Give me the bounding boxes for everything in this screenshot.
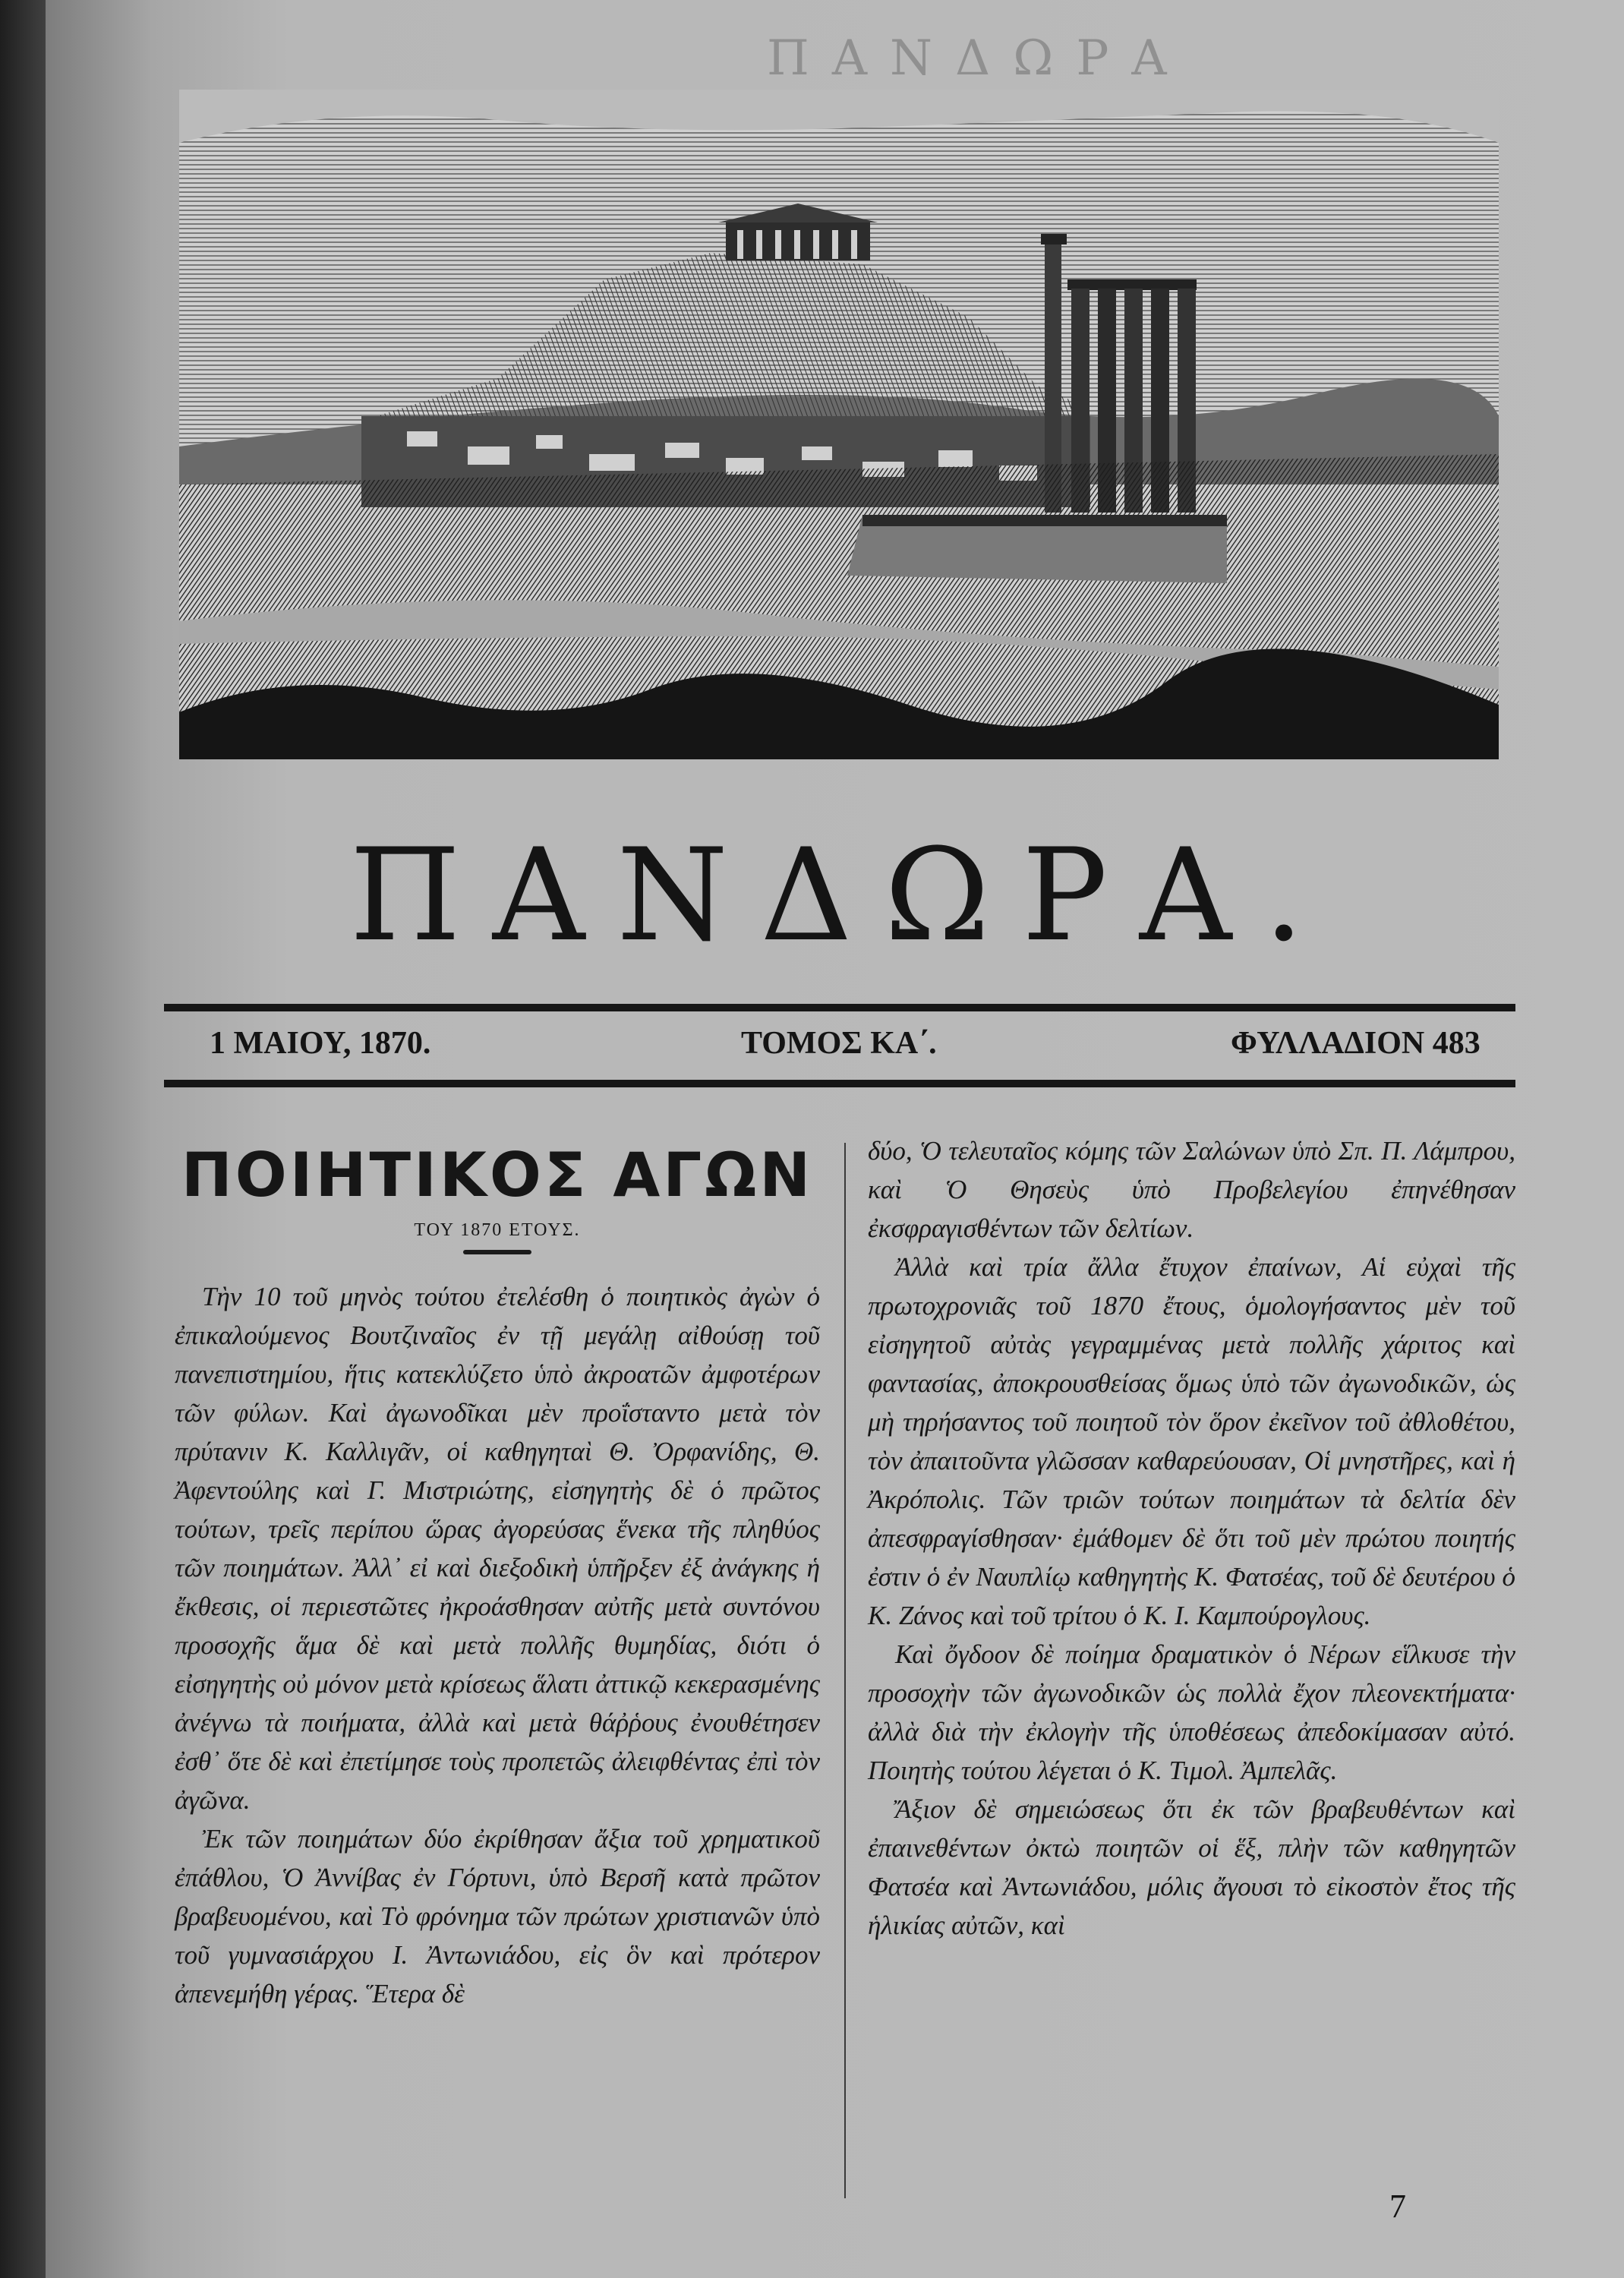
bleed-through-text: ΠΑΝΔΩΡΑ bbox=[767, 30, 1190, 87]
paragraph: δύο, Ὁ τελευταῖος κόμης τῶν Σαλώνων ὑπὸ Σπ. Π. Λάμπρου, καὶ Ὁ Θησεὺς ὑπὸ Προβελεγίου ἐπηνέθησαν ἐκσφραγισθέντων τῶν δελτίων. bbox=[868, 1136, 1515, 1243]
paragraph: Ἄξιον δὲ σημειώσεως ὅτι ἐκ τῶν βραβευθέντων καὶ ἐπαινεθέντων ὀκτὼ ποιητῶν οἱ ἕξ, πλὴν τῶν καθηγητῶν Φατσέα καὶ Ἀντωνιάδου, μόλις ἄγουσι τὸ εἰκοστὸν ἔτος τῆς ἡλικίας αὐτῶν, καὶ bbox=[868, 1794, 1515, 1940]
article-headline: ΠΟΙΗΤΙΚΟΣ ΑΓΩΝ bbox=[181, 1140, 814, 1210]
masthead-rule-bottom bbox=[164, 1080, 1515, 1087]
volume-number: ΤΟΜΟΣ ΚΑ΄. bbox=[741, 1026, 937, 1061]
paragraph: Καὶ ὄγδοον δὲ ποίημα δραματικὸν ὁ Νέρων εἵλκυσε τὴν προσοχὴν τῶν ἀγωνοδικῶν ὡς πολλὰ ἔχον πλεονεκτήματα· ἀλλὰ διὰ τὴν ἐκλογὴν τῆς ὑποθέσεως ἀπεδοκίμασαν αὐτό. Ποιητὴς τούτου λέγεται ὁ Κ. Τιμολ. Ἀμπελᾶς. bbox=[868, 1639, 1515, 1785]
paragraph: Ἐκ τῶν ποιημάτων δύο ἐκρίθησαν ἄξια τοῦ χρηματικοῦ ἐπάθλου, Ὁ Ἀννίβας ἐν Γόρτυνι, ὑπὸ Βερσῆ κατὰ πρῶτον βραβευομένου, καὶ Τὸ φρόνημα τῶν πρώτων χριστιανῶν ὑπὸ τοῦ γυμνασιάρχου Ι. Ἀντωνιάδου, εἰς ὃν καὶ πρότερον ἀπενεμήθη γέρας. Ἕτερα δὲ bbox=[175, 1824, 820, 2008]
issue-date: 1 ΜΑΙΟΥ, 1870. bbox=[210, 1026, 431, 1061]
masthead-rule-top bbox=[164, 1004, 1515, 1011]
column-separator bbox=[844, 1143, 846, 2198]
masthead-title: ΠΑΝΔΩΡΑ. bbox=[349, 821, 1336, 970]
paragraph: Ἀλλὰ καὶ τρία ἄλλα ἔτυχον ἐπαίνων, Αἱ εὐχαὶ τῆς πρωτοχρονιᾶς τοῦ 1870 ἔτους, ὁμολογήσαντος μὲν τοῦ εἰσηγητοῦ αὐτὰς γεγραμμένας μετὰ πολλῆς χάριτος καὶ φαντασίας, ἀποκρουσθείσας ὅμως ὑπὸ τῶν ἀγωνοδικῶν, ὡς μὴ τηρήσαντος τοῦ ποιητοῦ τὸν ὅρον ἐκεῖνον τοῦ ἀθλοθέτου, τὸν ἀπαιτοῦντα γλῶσσαν καθαρεύουσαν, Οἱ μνηστῆρες, καὶ ἡ Ἀκρόπολις. Τῶν τριῶν τούτων ποιημάτων τὰ δελτία δὲν ἀπεσφραγίσθησαν· ἐμάθομεν δὲ ὅτι τοῦ μὲν πρώτου ποιητής ἐστιν ὁ ἐν Ναυπλίῳ καθηγητὴς Κ. Φατσέας, τοῦ δὲ δευτέρου ὁ Κ. Ζάνος καὶ τοῦ τρίτου ὁ Κ. Ι. Καμπούρογλους. bbox=[868, 1252, 1515, 1630]
page-number: 7 bbox=[1389, 2188, 1406, 2225]
issue-number: ΦΥΛΛΑΔΙΟΝ 483 bbox=[1231, 1026, 1481, 1061]
decorative-rule bbox=[463, 1250, 531, 1254]
right-column bbox=[868, 1131, 1515, 1945]
acropolis-illustration bbox=[179, 90, 1499, 759]
newspaper-page bbox=[46, 0, 1624, 2278]
paragraph: Τὴν 10 τοῦ μηνὸς τούτου ἐτελέσθη ὁ ποιητικὸς ἀγὼν ὁ ἐπικαλούμενος Βουτζιναῖος ἐν τῇ μεγάλῃ αἰθούσῃ τοῦ πανεπιστημίου, ἥτις κατεκλύζετο ὑπὸ ἀκροατῶν ἀμφοτέρων τῶν φύλων. Καὶ ἀγωνοδῖκαι μὲν προΐσταντο μετὰ τὸν πρύτανιν Κ. Καλλιγᾶν, οἱ καθηγηταὶ Θ. Ὀρφανίδης, Θ. Ἀφεντούλης καὶ Γ. Μιστριώτης, εἰσηγητὴς δὲ ὁ πρῶτος τούτων, τρεῖς περίπου ὥρας ἀγορεύσας ἕνεκα τῆς πληθύος τῶν ποιημάτων. Ἀλλ᾿ εἰ καὶ διεξοδικὴ ὑπῆρξεν ἐξ ἀνάγκης ἡ ἔκθεσις, οἱ περιεστῶτες ἠκροάσθησαν αὐτῆς μετὰ συντόνου προσοχῆς ἅμα δὲ καὶ μετὰ πολλῆς θυμηδίας, διότι ὁ εἰσηγητὴς οὐ μόνον μετὰ κρίσεως ἅλατι ἀττικῷ κεκερασμένης ἀνέγνω τὰ ποιήματα, ἀλλὰ καὶ μετὰ θάῤῥους ἐνουθέτησεν ἐσθ᾿ ὅτε δὲ καὶ ἐπετίμησε τοὺς προπετῶς ἀλειφθέντας ἐπὶ τὸν ἀγῶνα. bbox=[175, 1282, 820, 1815]
acropolis-engraving bbox=[179, 90, 1499, 759]
article-subheading: ΤΟΥ 1870 ΕΤΟΥΣ. bbox=[414, 1220, 581, 1240]
left-column bbox=[175, 1131, 820, 2013]
dateline bbox=[164, 1025, 1515, 1071]
